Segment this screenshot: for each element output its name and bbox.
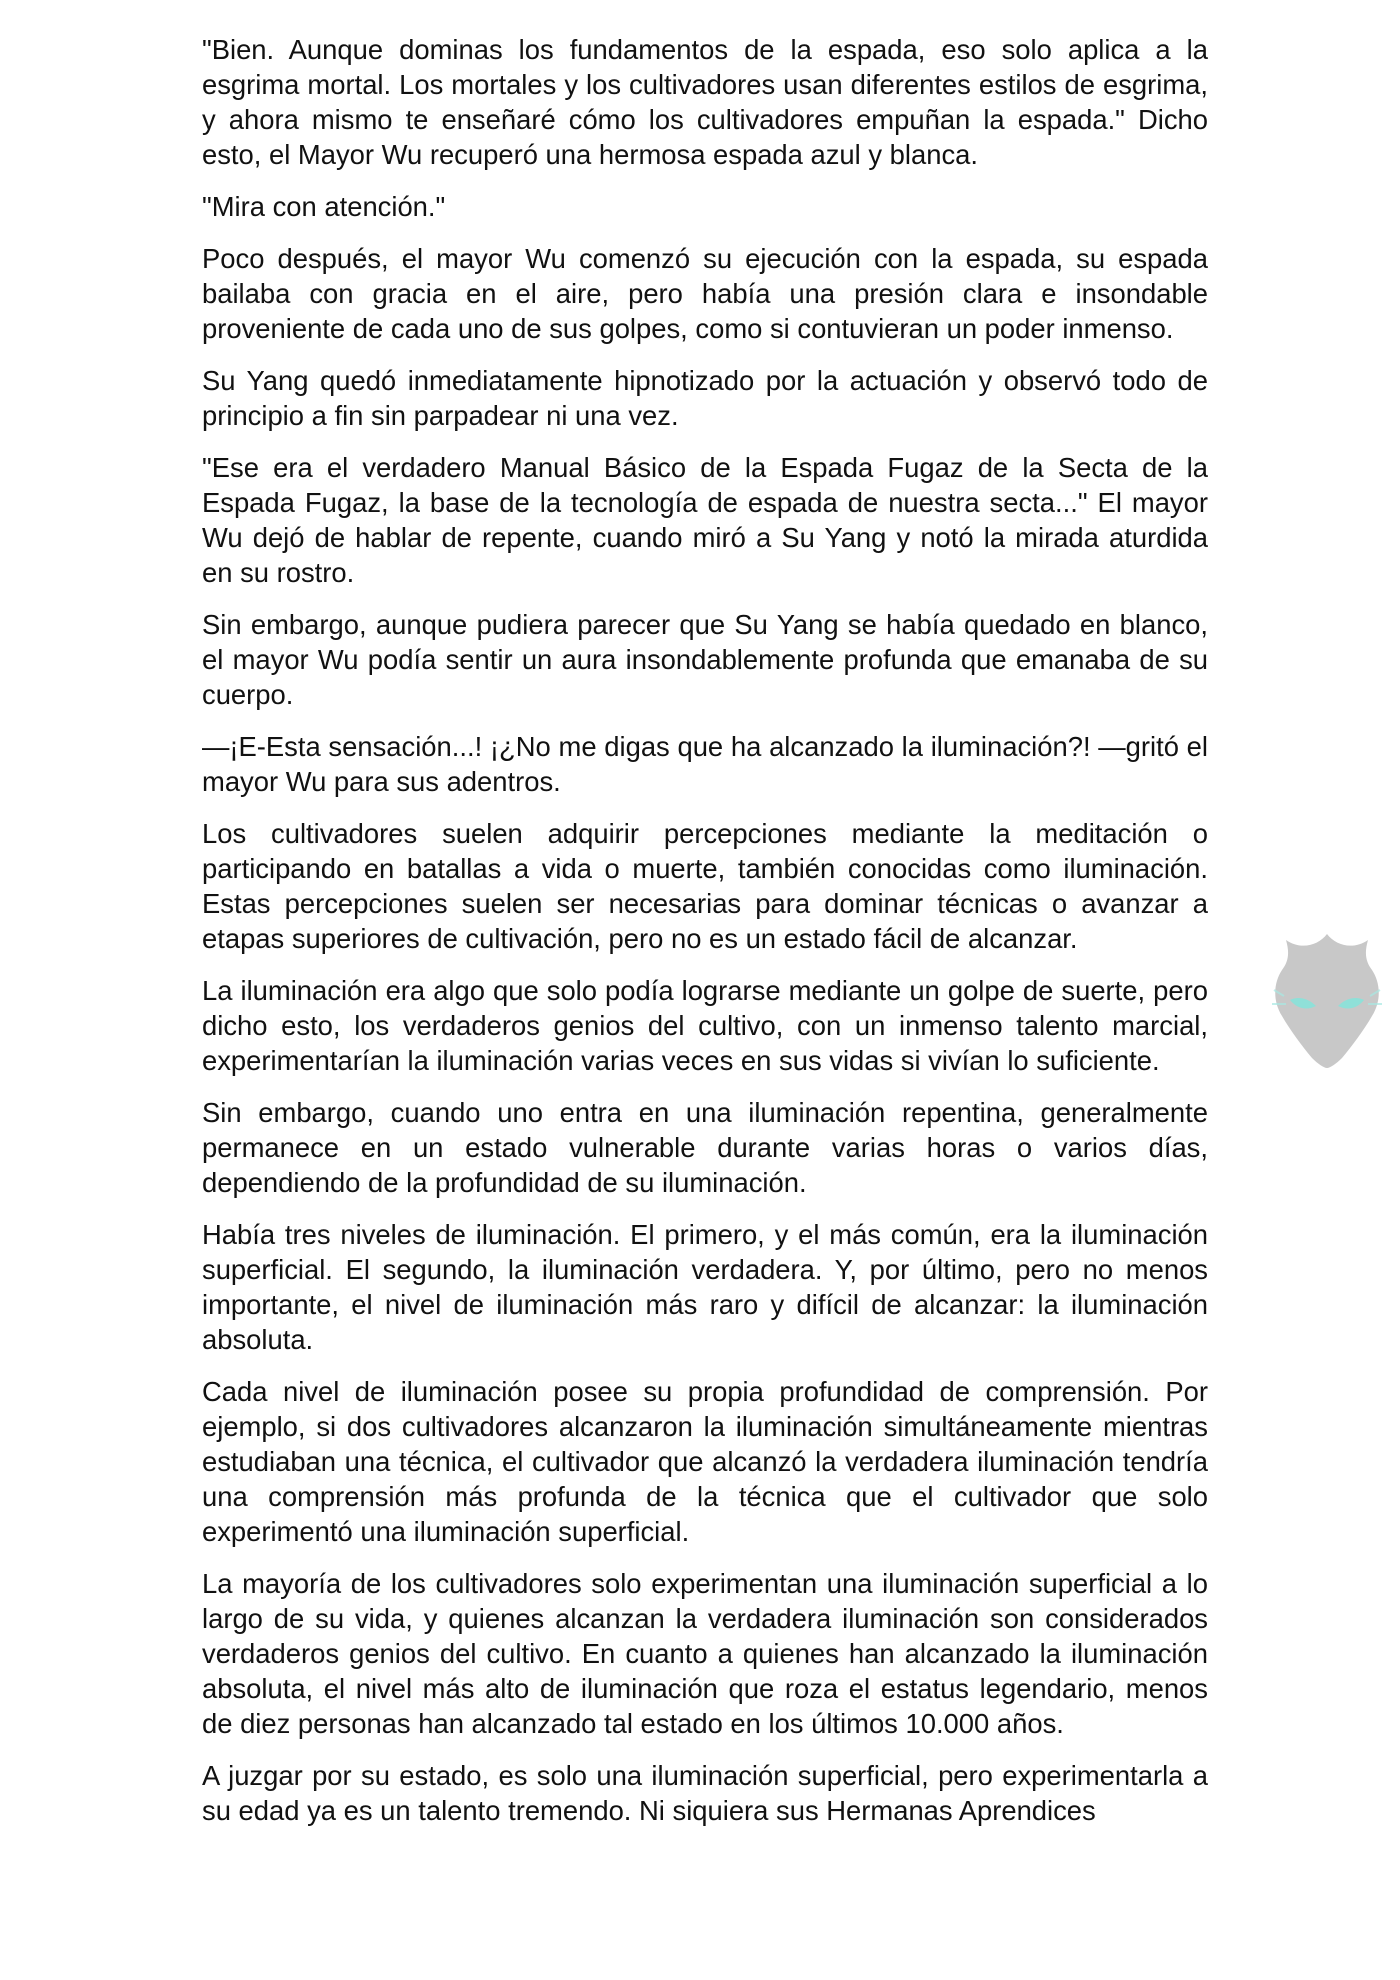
document-body <box>202 32 1208 1845</box>
paragraph-5: "Ese era el verdadero Manual Básico de la Espada Fugaz de la Secta de la Espada Fugaz, la base de la tecnología de espada de nuestra secta..." El mayor Wu dejó de hablar de repente, cuando miró a Su Yang y notó la mirada aturdida en su rostro. <box>202 452 1208 588</box>
paragraph-3: Poco después, el mayor Wu comenzó su ejecución con la espada, su espada bailaba con gracia en el aire, pero había una presión clara e insondable proveniente de cada uno de sus golpes, como si contuvieran un poder inmenso. <box>202 243 1208 344</box>
paragraph-7: —¡E-Esta sensación...! ¡¿No me digas que ha alcanzado la iluminación?! —gritó el mayor Wu para sus adentros. <box>202 731 1208 797</box>
paragraph-14: A juzgar por su estado, es solo una iluminación superficial, pero experimentarla a su edad ya es un talento tremendo. Ni siquiera sus Hermanas Aprendices <box>202 1760 1208 1826</box>
paragraph-8: Los cultivadores suelen adquirir percepciones mediante la meditación o participando en batallas a vida o muerte, también conocidas como iluminación. Estas percepciones suelen ser necesarias para dominar técnicas o avanzar a etapas superiores de cultivación, pero no es un estado fácil de alcanzar. <box>202 818 1208 954</box>
paragraph-11: Había tres niveles de iluminación. El primero, y el más común, era la iluminación superficial. El segundo, la iluminación verdadera. Y, por último, pero no menos importante, el nivel de iluminación más raro y difícil de alcanzar: la iluminación absoluta. <box>202 1219 1208 1355</box>
paragraph-9: La iluminación era algo que solo podía lograrse mediante un golpe de suerte, pero dicho esto, los verdaderos genios del cultivo, con un inmenso talento marcial, experimentarían la iluminación varias veces en sus vidas si vivían lo suficiente. <box>202 975 1208 1076</box>
demon-head-icon <box>1272 930 1382 1070</box>
paragraph-13: La mayoría de los cultivadores solo experimentan una iluminación superficial a lo largo de su vida, y quienes alcanzan la verdadera iluminación son considerados verdaderos genios del cultivo. En cuanto a quienes han alcanzado la iluminación absoluta, el nivel más alto de iluminación que roza el estatus legendario, menos de diez personas han alcanzado tal estado en los últimos 10.000 años. <box>202 1568 1208 1739</box>
paragraph-4: Su Yang quedó inmediatamente hipnotizado por la actuación y observó todo de principio a fin sin parpadear ni una vez. <box>202 365 1208 431</box>
paragraph-10: Sin embargo, cuando uno entra en una iluminación repentina, generalmente permanece en un estado vulnerable durante varias horas o varios días, dependiendo de la profundidad de su iluminación. <box>202 1097 1208 1198</box>
paragraph-2: "Mira con atención." <box>202 191 446 222</box>
paragraph-6: Sin embargo, aunque pudiera parecer que Su Yang se había quedado en blanco, el mayor Wu podía sentir un aura insondablemente profunda que emanaba de su cuerpo. <box>202 609 1208 710</box>
paragraph-12: Cada nivel de iluminación posee su propia profundidad de comprensión. Por ejemplo, si dos cultivadores alcanzaron la iluminación simultáneamente mientras estudiaban una técnica, el cultivador que alcanzó la verdadera iluminación tendría una comprensión más profunda de la técnica que el cultivador que solo experimentó una iluminación superficial. <box>202 1376 1208 1547</box>
paragraph-1: "Bien. Aunque dominas los fundamentos de la espada, eso solo aplica a la esgrima mortal. Los mortales y los cultivadores usan diferentes estilos de esgrima, y ahora mismo te enseñaré cómo los cultivadores empuñan la espada." Dicho esto, el Mayor Wu recuperó una hermosa espada azul y blanca. <box>202 34 1208 170</box>
